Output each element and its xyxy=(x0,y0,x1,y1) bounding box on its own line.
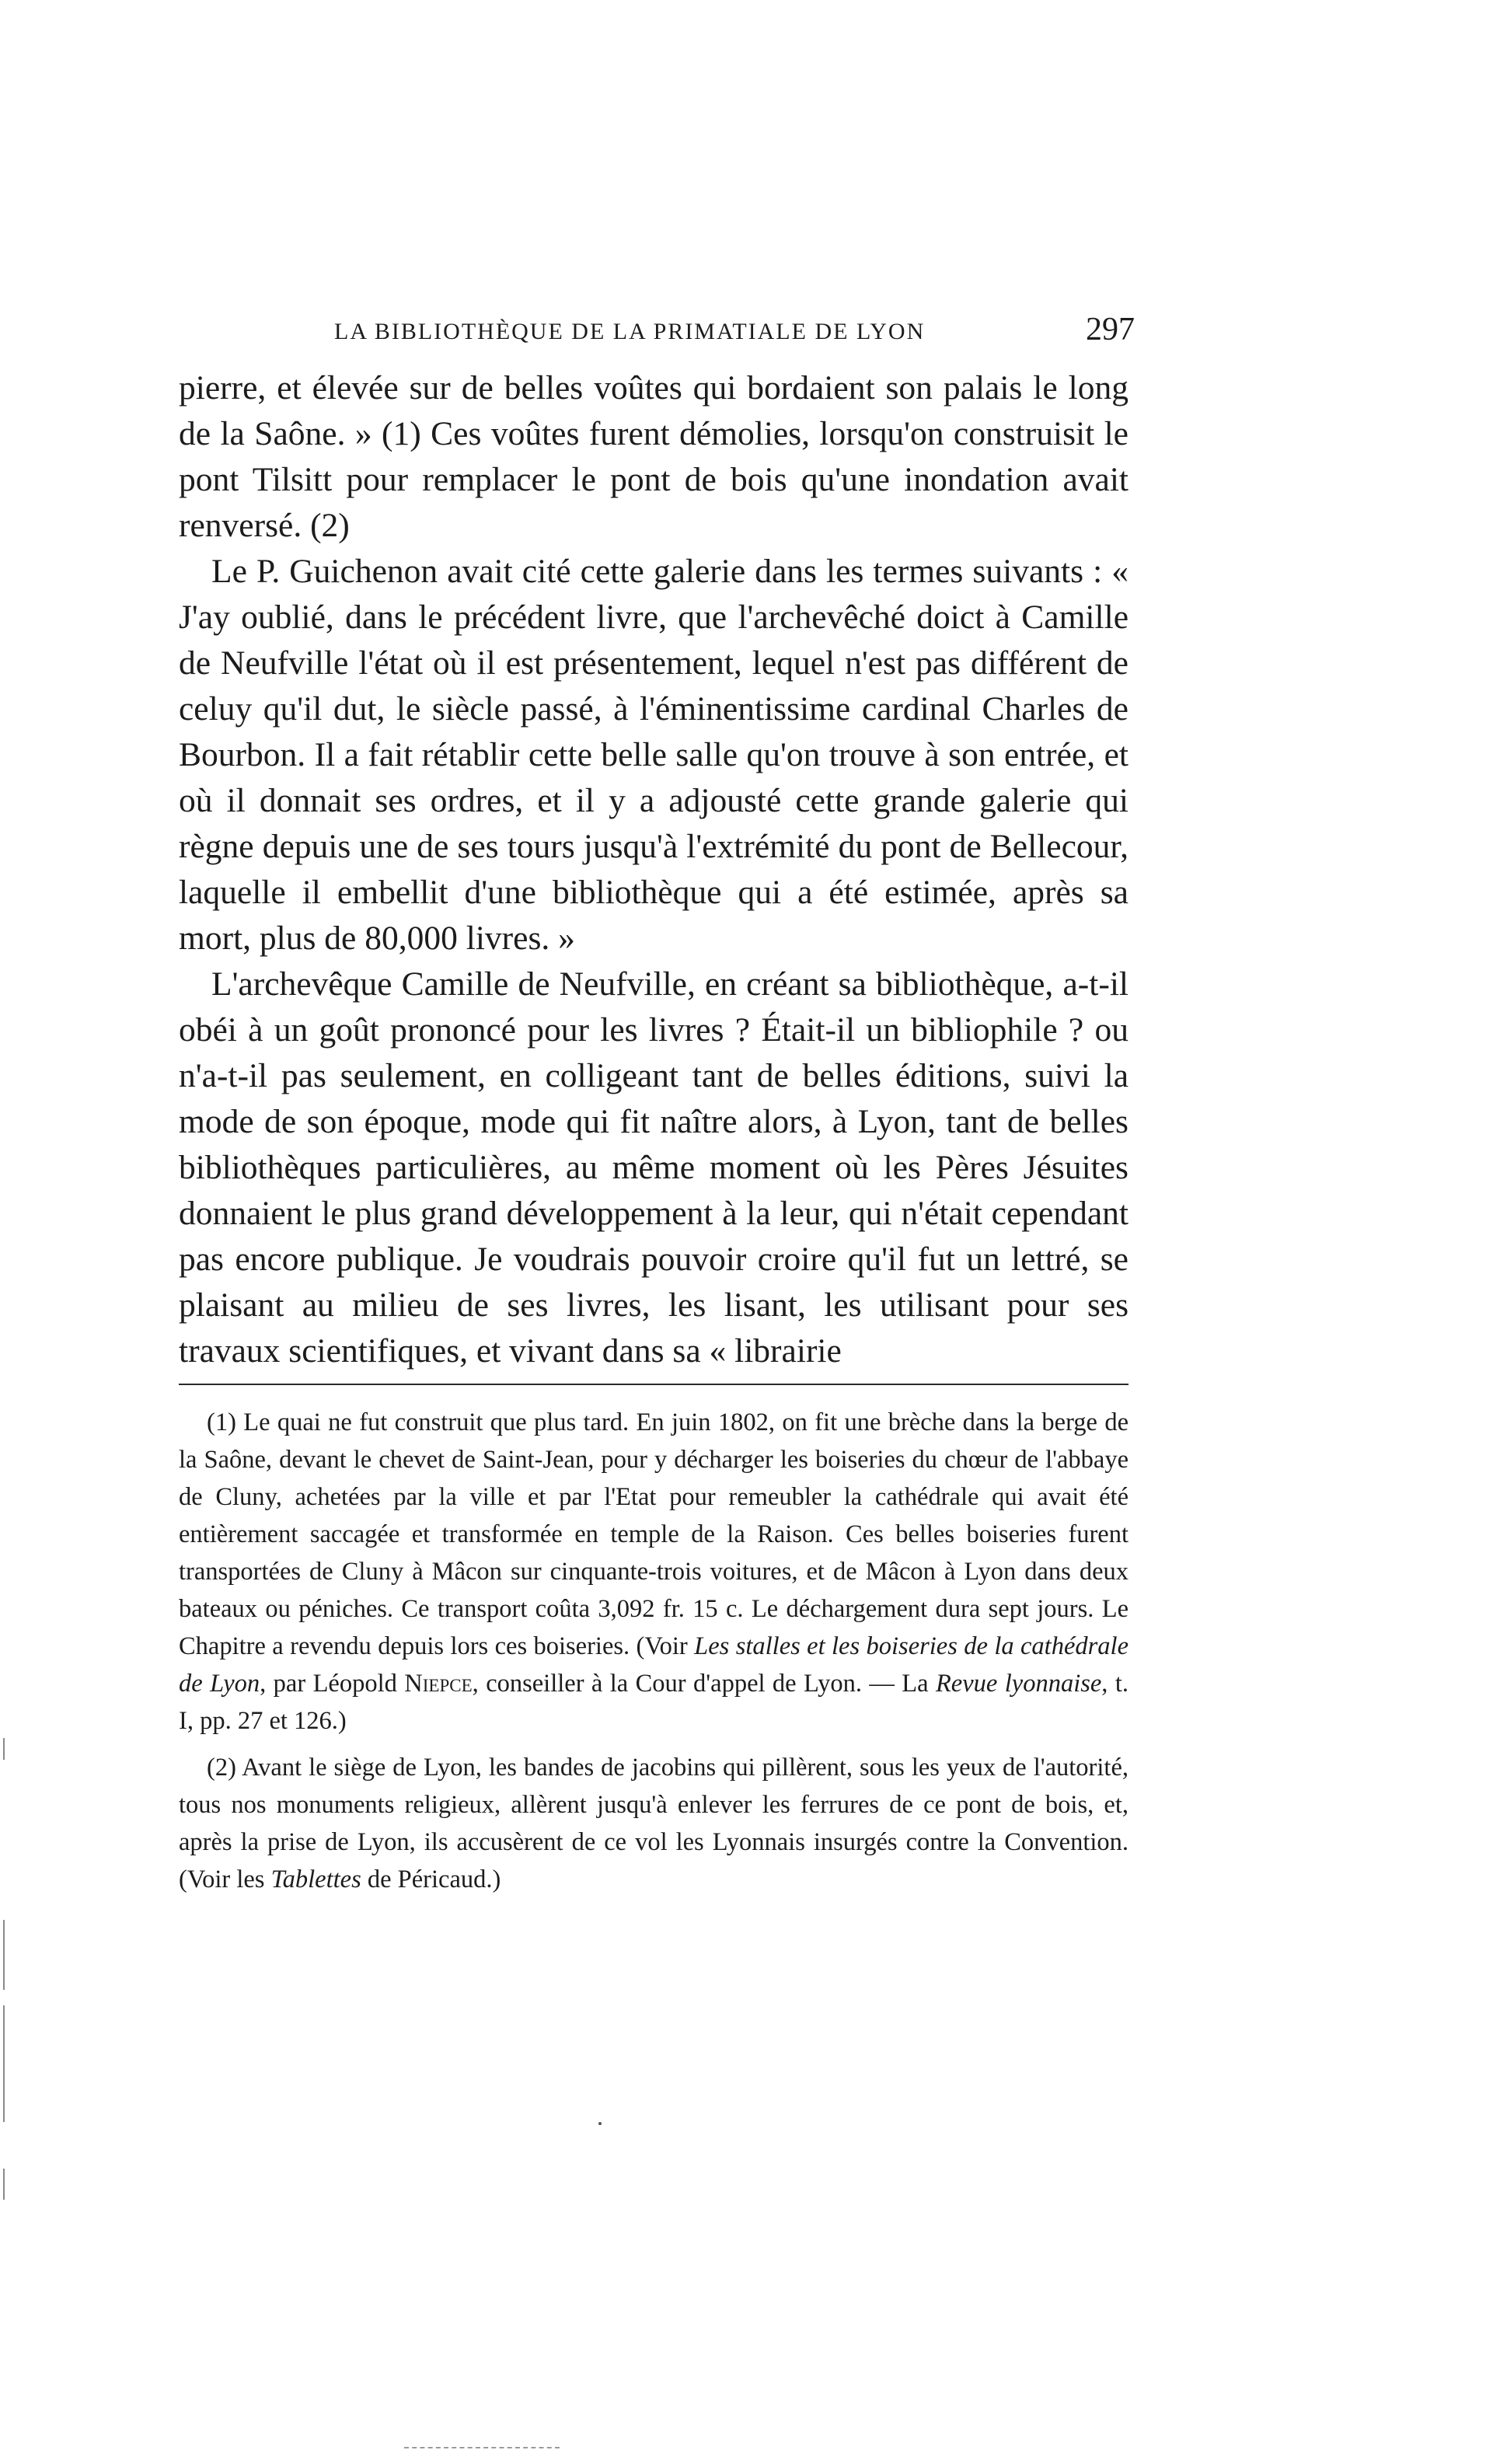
running-title: LA BIBLIOTHÈQUE DE LA PRIMATIALE DE LYON xyxy=(334,319,926,344)
footnote-1-author: Niepce xyxy=(404,1670,473,1698)
paragraph-1: pierre, et élevée sur de belles voûtes qui bordaient son palais le long de la Saône. » (1) Ces voûtes furent démolies, lorsqu'on construisit le pont Tilsitt pour remplacer le pont de bois qu'une inondation avait renversé. (2) xyxy=(179,369,1128,544)
footnote-separator xyxy=(179,1384,1128,1385)
footnote-1-text-d: , t. I, pp. 27 et 126.) xyxy=(179,1670,1128,1735)
scan-speck xyxy=(598,2122,602,2125)
footnote-2-text-a: (2) Avant le siège de Lyon, les bandes de jacobins qui pillèrent, sous les yeux de l'autorité, tous nos monuments religieux, allèrent jusqu'à enlever les ferrures de ce pont de bois, et, après la prise de Lyon, ils accusèrent de ce vol les Lyonnais insurgés contre la Convention. (Voir les xyxy=(179,1754,1128,1893)
footnote-1-text-c: , conseiller à la Cour d'appel de Lyon. — La xyxy=(472,1670,936,1698)
paragraph-2: Le P. Guichenon avait cité cette galerie dans les termes suivants : « J'ay oublié, dans le précédent livre, que l'archevêché doict à Camille de Neufville l'état où il est présentement, lequel n'est pas différent de celuy qu'il dut, le siècle passé, à l'éminentissime cardinal Charles de Bourbon. Il a fait rétablir cette belle salle qu'on trouve à son entrée, et où il donnait ses ordres, et il y a adjousté cette grande galerie qui règne depuis une de ses tours jusqu'à l'extrémité du pont de Bellecour, laquelle il embellit d'une bibliothèque qui a été estimée, après sa mort, plus de 80,000 livres. » xyxy=(179,553,1128,957)
footnote-1-text-a: (1) Le quai ne fut construit que plus tard. En juin 1802, on fit une brèche dans la berge de la Saône, devant le chevet de Saint-Jean, pour y décharger les boiseries du chœur de l'abbaye de Cluny, achetées par la ville et par l'Etat pour remeubler la cathédrale qui avait été entièrement saccagée et transformée en temple de la Raison. Ces belles boiseries furent transportées de Cluny à Mâcon sur cinquante-trois voitures, et de Mâcon à Lyon dans deux bateaux ou péniches. Ce transport coûta 3,092 fr. 15 c. Le déchargement dura sept jours. Le Chapitre a revendu depuis lors ces boiseries. (Voir xyxy=(179,1408,1128,1660)
footnote-1 xyxy=(179,1404,1128,1740)
footnote-2 xyxy=(179,1749,1128,1898)
scan-edge-mark xyxy=(3,1920,5,1990)
scan-bottom-marks xyxy=(404,2447,560,2448)
main-text xyxy=(179,365,1128,1374)
scan-edge-mark xyxy=(3,2169,5,2200)
page-number: 297 xyxy=(1086,312,1135,347)
footnotes xyxy=(179,1404,1128,1907)
footnote-1-journal-title: Revue lyonnaise xyxy=(935,1670,1102,1698)
footnote-1-cited-title: Les stalles et les boiseries de la cathédrale de Lyon xyxy=(179,1632,1128,1698)
footnote-2-text-b: de Péricaud.) xyxy=(361,1865,501,1893)
footnote-2-cited-title: Tablettes xyxy=(270,1865,361,1893)
scan-edge-mark xyxy=(3,1738,5,1760)
page-header xyxy=(179,311,1135,358)
footnote-1-text-b: , par Léopold xyxy=(260,1670,405,1698)
paragraph-3: L'archevêque Camille de Neufville, en créant sa bibliothèque, a-t-il obéi à un goût prononcé pour les livres ? Était-il un bibliophile ? ou n'a-t-il pas seulement, en colligeant tant de belles éditions, suivi la mode de son époque, mode qui fit naître alors, à Lyon, tant de belles bibliothèques particulières, au même moment où les Pères Jésuites donnaient le plus grand développement à la leur, qui n'était cependant pas encore publique. Je voudrais pouvoir croire qu'il fut un lettré, se plaisant au milieu de ses livres, les lisant, les utilisant pour ses travaux scientifiques, et vivant dans sa « librairie xyxy=(179,965,1128,1370)
scan-edge-mark xyxy=(3,2005,5,2122)
